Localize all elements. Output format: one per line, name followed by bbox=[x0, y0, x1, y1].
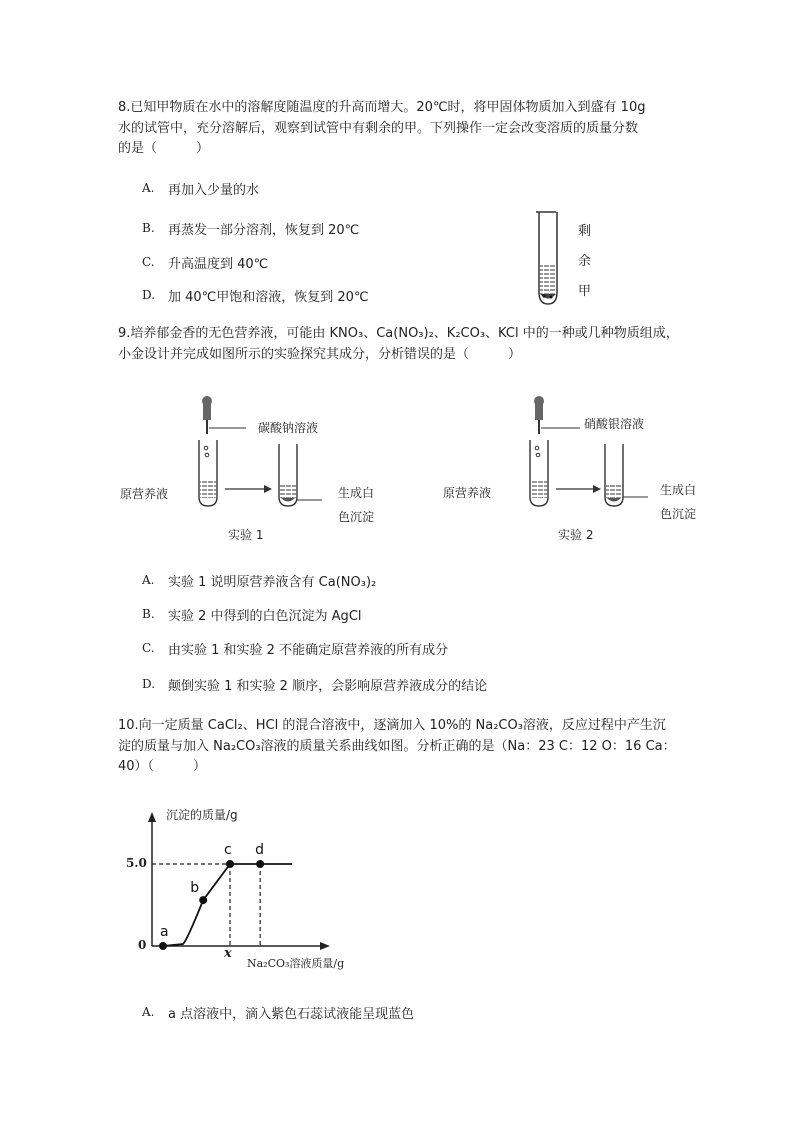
exp2-arrow bbox=[556, 485, 601, 493]
q9-option-a-text: 实验 1 说明原营养液含有 Ca(NO₃)₂ bbox=[168, 575, 377, 590]
chart-point-c bbox=[226, 860, 234, 868]
q8-test-tube bbox=[536, 212, 557, 304]
q9-option-d-letter: D. bbox=[142, 677, 156, 691]
q8-option-c-letter: C. bbox=[142, 255, 155, 269]
q10-option-a-letter: A. bbox=[142, 1005, 155, 1019]
q8-option-a-text: 再加入少量的水 bbox=[168, 183, 260, 198]
exp2-tube-result bbox=[605, 444, 648, 506]
chart-point-label-d: d bbox=[255, 842, 265, 858]
chart-point-a bbox=[159, 942, 167, 950]
chart-point-b bbox=[199, 896, 207, 904]
q10-stem-line1: 10.向一定质量 CaCl₂、HCl 的混合溶液中，逐滴加入 10%的 Na₂CO₃溶液，反应过程中产生沉 bbox=[118, 718, 666, 733]
exp2-tube-source bbox=[530, 440, 548, 506]
tube-label-1: 剩 bbox=[578, 224, 592, 239]
q9-option-d-text: 颠倒实验 1 和实验 2 顺序，会影响原营养液成分的结论 bbox=[168, 679, 488, 694]
q10-chart bbox=[148, 812, 330, 950]
chart-y-arrow bbox=[148, 812, 156, 822]
chart-y-tick-5: 5.0 bbox=[126, 856, 147, 870]
exp2-caption: 实验 2 bbox=[558, 528, 594, 542]
chart-point-label-b: b bbox=[190, 880, 200, 897]
q8-option-d-text: 加 40℃甲饱和溶液，恢复到 20℃ bbox=[168, 290, 369, 305]
exp1-source-label: 原营养液 bbox=[120, 487, 169, 501]
q9-option-b-text: 实验 2 中得到的白色沉淀为 AgCl bbox=[168, 609, 362, 624]
q9-option-b-letter: B. bbox=[142, 607, 155, 621]
q8-stem-line1: 8.已知甲物质在水中的溶解度随温度的升高而增大。20℃时，将甲固体物质加入到盛有 10g bbox=[118, 100, 646, 115]
chart-x-label: Na₂CO₃溶液质量/g bbox=[247, 957, 345, 970]
exp1-reagent-label: 碳酸钠溶液 bbox=[258, 421, 319, 435]
q8-option-d-letter: D. bbox=[142, 288, 156, 302]
q9-stem-line1: 9.培养郁金香的无色营养液，可能由 KNO₃、Ca(NO₃)₂、K₂CO₃、KCl 中的一种或几种物质组成， bbox=[118, 326, 679, 341]
q9-option-a-letter: A. bbox=[142, 573, 155, 587]
exp1-result-label-2: 色沉淀 bbox=[338, 510, 375, 524]
chart-y-label: 沉淀的质量/g bbox=[166, 808, 238, 822]
exp2-reagent-label: 硝酸银溶液 bbox=[584, 417, 645, 431]
exp1-dropper bbox=[202, 396, 246, 434]
exp2-source-label: 原营养液 bbox=[443, 486, 492, 500]
exp2-result-label-2: 色沉淀 bbox=[660, 507, 697, 521]
chart-point-label-c: c bbox=[224, 842, 232, 858]
q8-stem-line3: 的是（ ） bbox=[118, 141, 210, 156]
q8-option-a-letter: A. bbox=[142, 181, 155, 195]
tube-label-2: 余 bbox=[578, 254, 592, 269]
exp1-caption: 实验 1 bbox=[228, 528, 264, 542]
chart-origin-label: 0 bbox=[138, 938, 147, 952]
q10-option-a-text: a 点溶液中，滴入紫色石蕊试液能呈现蓝色 bbox=[168, 1007, 415, 1022]
q10-stem-line3: 40）（ ） bbox=[118, 759, 207, 774]
q8-stem-line2: 水的试管中，充分溶解后，观察到试管中有剩余的甲。下列操作一定会改变溶质的质量分数 bbox=[118, 121, 639, 136]
exp2-dropper bbox=[534, 396, 580, 434]
chart-point-d bbox=[256, 860, 264, 868]
q10-stem-line2: 淀的质量与加入 Na₂CO₃溶液的质量关系曲线如图。分析正确的是（Na：23 C：12 O：16 Ca： bbox=[118, 739, 676, 754]
q8-option-b-text: 再蒸发一部分溶剂，恢复到 20℃ bbox=[168, 223, 360, 238]
q8-option-b-letter: B. bbox=[142, 221, 155, 235]
chart-series-line bbox=[163, 864, 292, 946]
exp1-tube-source bbox=[199, 440, 217, 506]
exp1-tube-result bbox=[279, 444, 322, 506]
q9-option-c-text: 由实验 1 和实验 2 不能确定原营养液的所有成分 bbox=[168, 643, 449, 658]
q8-option-c-text: 升高温度到 40℃ bbox=[168, 257, 269, 272]
tube-label-3: 甲 bbox=[578, 284, 592, 299]
q9-stem-line2: 小金设计并完成如图所示的实验探究其成分，分析错误的是（ ） bbox=[118, 347, 522, 362]
q9-option-c-letter: C. bbox=[142, 641, 155, 655]
chart-point-label-a: a bbox=[160, 924, 169, 940]
exp1-arrow bbox=[225, 485, 272, 493]
chart-x-arrow bbox=[320, 942, 330, 950]
exp1-result-label-1: 生成白 bbox=[338, 486, 375, 500]
chart-x-mark: x bbox=[224, 946, 232, 961]
exp2-result-label-1: 生成白 bbox=[660, 483, 697, 497]
